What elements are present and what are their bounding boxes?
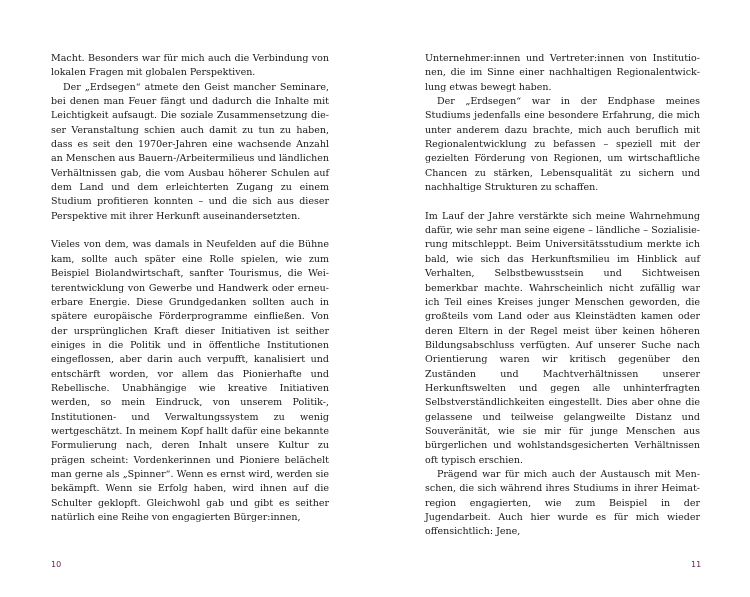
- paragraph: Im Lauf der Jahre verstärkte sich meine Wahrnehmung dafür, wie sehr man seine eigene – ländliche – Sozialisierung mitschleppt. Beim Universitätsstudium merkte ich bald, wie sich das Herkunftsmilieu im Hinblick auf Verhalten, Selbstbewusstsein und Sichtweisen bemerkbar machte. Wahrscheinlich nicht zufällig war ich Teil eines Kreises junger Menschen geworden, die großteils vom Land oder aus Kleinstädten kamen oder deren Eltern in der Regel meist über keinen höheren Bildungsabschluss verfügten. Auf unserer Suche nach Orientierung waren wir kritisch gegenüber den Zuständen und Machtverhältnissen unserer Herkunftswelten und gegen alle unhinterfragten Selbstverständlichkeiten eingestellt. Dies aber ohne die gelassene und teilweise gelangweilte Distanz und Souveränität, wie sie mir für junge Menschen aus bürgerlichen und wohlstandsgesicherten Verhältnissen oft typisch erschien.: [425, 210, 700, 466]
- paragraph: Unternehmer:innen und Vertreter:innen von Institutionen, die im Sinne einer nachhaltigen Regionalentwicklung etwas bewegt haben.: [425, 53, 700, 93]
- paragraph: Macht. Besonders war für mich auch die Verbindung von lokalen Fragen mit globalen Perspektiven.: [51, 53, 329, 79]
- paragraph: Prägend war für mich auch der Austausch mit Menschen, die sich während ihres Studiums in ihrer Heimatregion engagierten, wie zum Beispiel in der Jugendarbeit. Auch hier wurde es für mich wieder offensichtlich: Jene,: [425, 468, 700, 538]
- left-page-text: [51, 52, 329, 525]
- paragraph: Der „Erdsegen“ atmete den Geist mancher Seminare, bei denen man Feuer fängt und dadurch die Inhalte mit Leichtigkeit aufsaugt. Die soziale Zusammensetzung dieser Veranstaltung schien auch damit zu tun zu haben, dass es seit den 1970er-Jahren eine wachsende Anzahl an Menschen aus Bauern-/Arbeitermilieus und ländlichen Verhältnissen gab, die vom Ausbau höherer Schulen auf dem Land und dem erleichterten Zugang zu einem Studium profitieren konnten – und die sich aus dieser Perspektive mit ihrer Herkunft auseinandersetzten.: [51, 81, 329, 222]
- page-number-left: 10: [51, 560, 62, 569]
- right-page-text: [425, 52, 700, 540]
- page-number-right: 11: [691, 560, 702, 569]
- paragraph: Vieles von dem, was damals in Neufelden auf die Bühne kam, sollte auch später eine Rolle spielen, wie zum Beispiel Biolandwirtschaft, sanfter Tourismus, die Weiterentwicklung von Gewerbe und Handwerk oder erneuerbare Energie. Diese Grundgedanken sollten auch in spätere europäische Förderprogramme einfließen. Von der ursprünglichen Kraft dieser Initiativen ist seither einiges in die Politik und in öffentliche Institutionen eingeflossen, aber darin auch verpufft, kanalisiert und entschärft worden, vor allem das Pionierhafte und Rebellische. Unabhängige wie kreative Initiativen werden, so mein Eindruck, von unserem Politik-, Institutionen- und Verwaltungssystem zu wenig wertgeschätzt. In meinem Kopf hallt dafür eine bekannte Formulierung nach, deren Inhalt unsere Kultur zu prägen scheint: Vordenkerinnen und Pioniere belächelt man gerne als „Spinner“. Wenn es ernst wird, werden sie bekämpft. Wenn sie Erfolg haben, wird ihnen auf die Schulter geklopft. Gleichwohl gab und gibt es seither natürlich eine Reihe von engagierten Bürger:innen,: [51, 239, 329, 523]
- paragraph: Der „Erdsegen“ war in der Endphase meines Studiums jedenfalls eine besondere Erfahrung, die mich unter anderem dazu brachte, mich auch beruflich mit Regionalentwicklung zu befassen – speziell mit der gezielten Förderung von Regionen, um wirtschaftliche Chancen zu stärken, Lebensqualität zu sichern und nachhaltige Strukturen zu schaffen.: [425, 96, 700, 194]
